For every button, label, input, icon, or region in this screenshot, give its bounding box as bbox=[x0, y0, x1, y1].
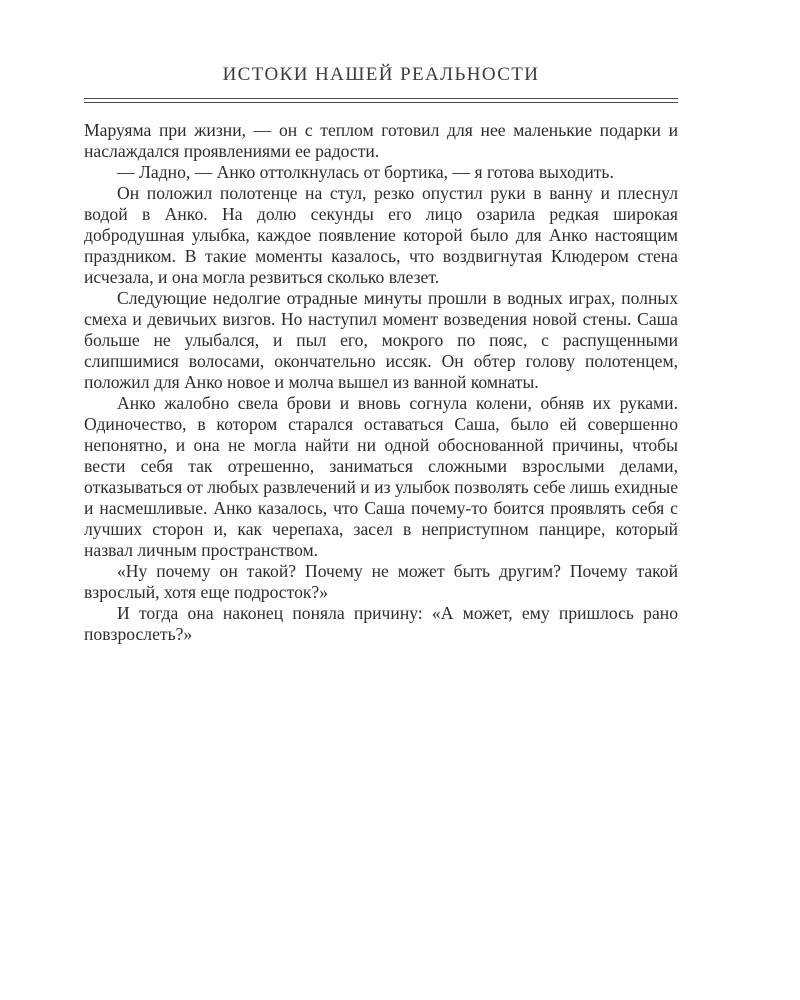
paragraph: Анко жалобно свела брови и вновь согнула колени, обняв их руками. Одиночество, в котором старался оставаться Саша, было ей совершенно непонятно, и она не могла найти ни одной обоснованной причины, чтобы вести себя так отрешенно, заниматься сложными взрослыми делами, отказываться от любых развлечений и из улыбок позволять себе лишь ехидные и насмешливые. Анко казалось, что Саша почему-то боится проявлять себя с лучших сторон и, как черепаха, засел в неприступном панцире, который назвал личным пространством. bbox=[84, 393, 678, 560]
paragraph-quote: «Ну почему он такой? Почему не может быть другим? Почему такой взрослый, хотя еще подросток?» bbox=[84, 561, 678, 602]
header-rule-top bbox=[84, 98, 678, 99]
paragraph-continuation: Маруяма при жизни, — он с теплом готовил для нее маленькие подарки и наслаждался проявлениями ее радости. bbox=[84, 120, 678, 161]
header-rule-bottom bbox=[84, 102, 678, 103]
paragraph: Следующие недолгие отрадные минуты прошли в водных играх, полных смеха и девичьих визгов. Но наступил момент возведения новой стены. Саша больше не улыбался, и пыл его, мокрого по пояс, с распущенными слипшимися волосами, окончательно иссяк. Он обтер голову полотенцем, положил для Анко новое и молча вышел из ванной комнаты. bbox=[84, 288, 678, 392]
paragraph: И тогда она наконец поняла причину: «А может, ему пришлось рано повзрослеть?» bbox=[84, 603, 678, 644]
paragraph-dialogue: — Ладно, — Анко оттолкнулась от бортика, — я готова выходить. bbox=[117, 162, 614, 182]
paragraph: Он положил полотенце на стул, резко опустил руки в ванну и плеснул водой в Анко. На долю секунды его лицо озарила редкая широкая добродушная улыбка, каждое появление которой было для Анко настоящим праздником. В такие моменты казалось, что воздвигнутая Клюдером стена исчезала, и она могла резвиться сколько влезет. bbox=[84, 183, 678, 287]
running-header: ИСТОКИ НАШЕЙ РЕАЛЬНОСТИ bbox=[222, 64, 540, 85]
body-text bbox=[84, 120, 678, 645]
